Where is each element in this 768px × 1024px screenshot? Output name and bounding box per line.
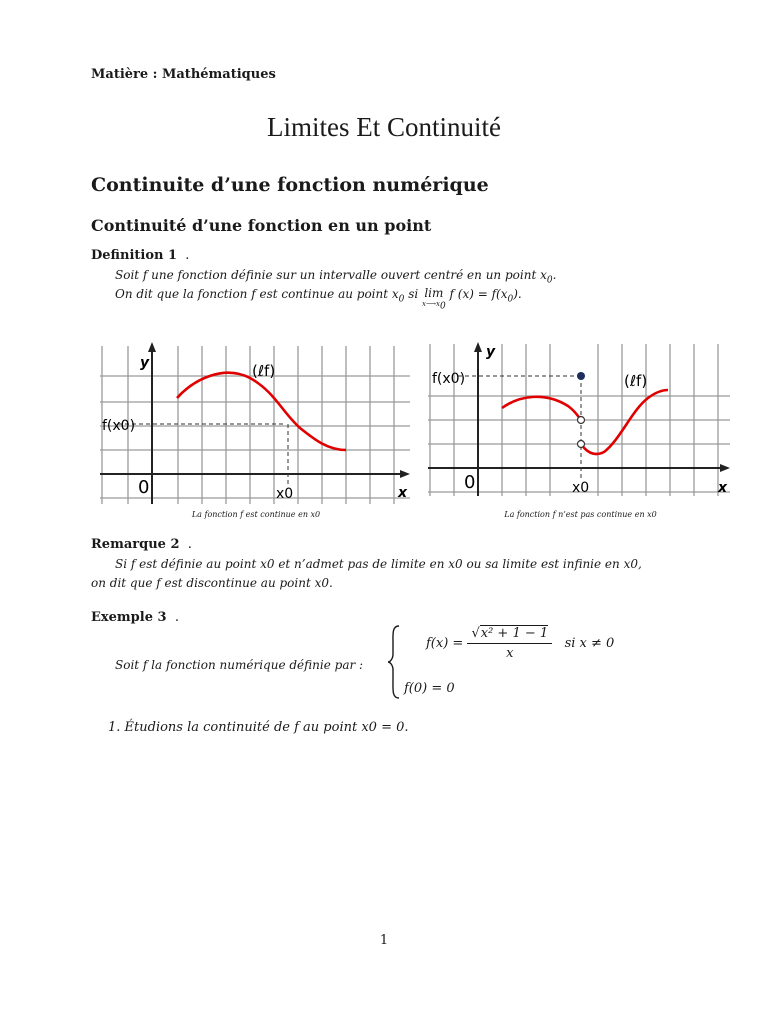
definition-heading: Definition 1 .	[91, 248, 190, 263]
definition-line-2: On dit que la fonction f est continue au point $x_0$ si lim $x⟶x_0$ f $(x) = f(x_0)$.	[115, 286, 522, 312]
x-axis-label: x	[398, 485, 408, 501]
y-axis-label: y	[140, 355, 150, 371]
left-branch-curve	[502, 397, 581, 420]
origin-label: 0	[464, 472, 476, 493]
curve-label: (ℓf)	[252, 362, 276, 380]
piecewise-brace	[386, 624, 402, 700]
open-point-right	[578, 441, 585, 448]
fx0-label: f(x0)	[102, 418, 136, 434]
origin-label: 0	[138, 477, 150, 498]
limit-operator: lim $x⟶x_0$	[422, 286, 446, 312]
page-title: Limites Et Continuité	[267, 112, 501, 142]
x0-label: x0	[276, 486, 294, 502]
fraction: $\frac{\text{√x² + 1 − 1}}{x}$	[467, 626, 552, 661]
x-axis-arrow	[720, 464, 730, 472]
filled-point	[577, 372, 585, 380]
remark-line-2: on dit que f est discontinue au point x0.	[91, 576, 333, 590]
fx0-label: f(x0)	[432, 371, 466, 387]
page-number: 1	[379, 933, 389, 948]
subject-header: Matière : Mathématiques	[91, 67, 276, 82]
continuous-function-graph	[100, 340, 412, 506]
curve-label: (ℓf)	[624, 372, 648, 390]
definition-line-1: Soit f une fonction définie sur un intervalle ouvert centré en un point $x_0$.	[115, 268, 557, 286]
x0-label: x0	[572, 480, 590, 496]
piecewise-case-2: f(0) = 0	[404, 681, 455, 696]
open-point-left	[578, 417, 585, 424]
piecewise-case-1: f(x) = $\frac{\text{√x² + 1 − 1}}{x}$ si x ≠ 0	[426, 626, 615, 661]
y-axis-arrow	[474, 342, 482, 352]
example-heading: Exemple 3 .	[91, 610, 179, 625]
x-axis-arrow	[400, 470, 410, 478]
subsection-title: Continuité d’une fonction en un point	[91, 216, 432, 235]
example-intro: Soit f la fonction numérique définie par :	[115, 658, 364, 672]
y-axis-arrow	[148, 342, 156, 352]
remark-line-1: Si f est définie au point x0 et n’admet pas de limite en x0 ou sa limite est infinie en x0,	[115, 557, 642, 571]
remark-heading: Remarque 2 .	[91, 537, 192, 552]
discontinuous-function-graph	[428, 340, 733, 500]
y-axis-label: y	[486, 344, 496, 360]
section-title: Continuite d’une fonction numérique	[91, 174, 489, 196]
left-figure-caption: La fonction f est continue en x0	[191, 510, 321, 519]
example-item-1: 1. Étudions la continuité de f au point x0 = 0.	[108, 720, 409, 735]
right-figure-caption: La fonction f n’est pas continue en x0	[504, 510, 657, 519]
x-axis-label: x	[718, 480, 728, 496]
